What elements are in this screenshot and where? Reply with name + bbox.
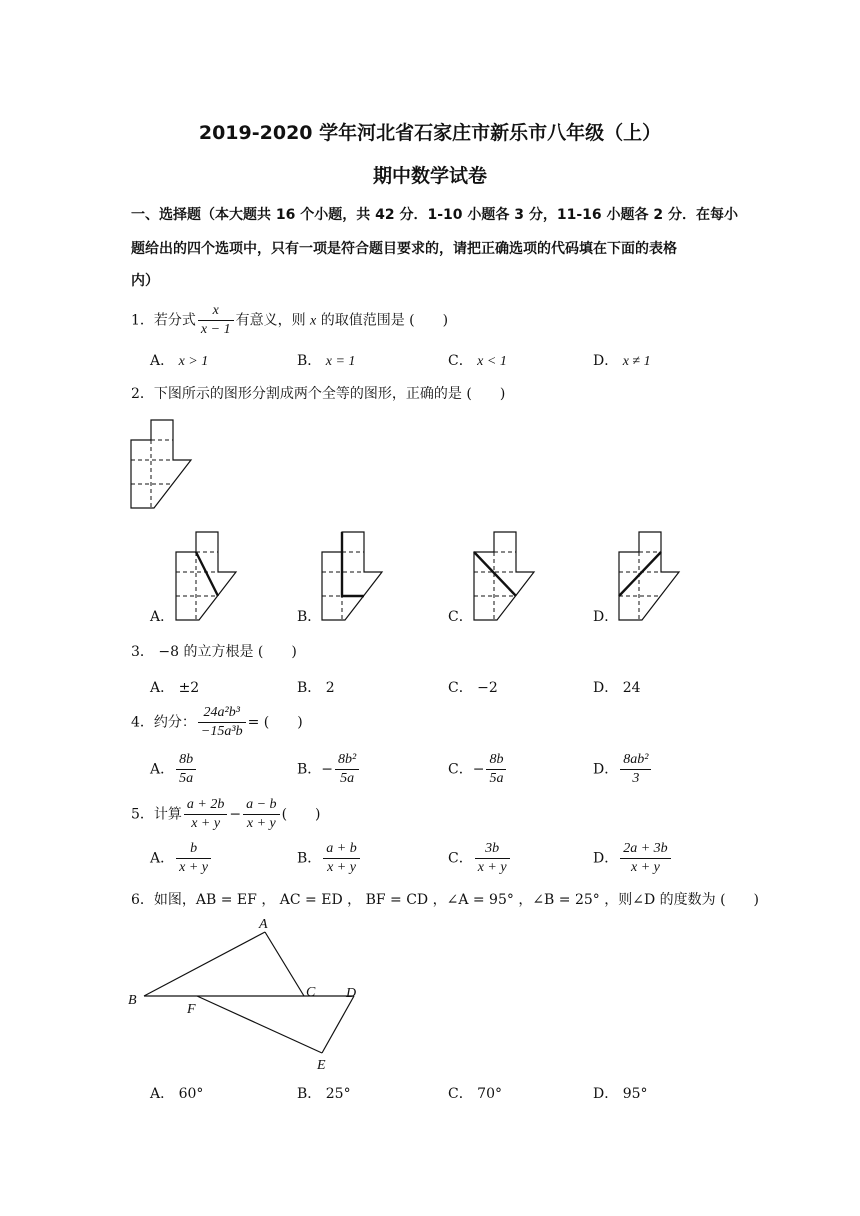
- q1-option-b: B． x = 1: [297, 353, 356, 369]
- q5-option-a: A． $\frac{b}{x + y}$: [150, 840, 213, 877]
- q2-option-d-label: D．: [593, 609, 619, 625]
- q2-option-c-figure: [463, 524, 548, 624]
- question-1-stem: [131, 302, 448, 339]
- question-6-stem: 6．如图，AB = EF ， AC = ED ， BF = CD ，∠A = 95° ，∠B = 25° ，则∠D 的度数为 ( ): [131, 892, 760, 908]
- q2-option-a-figure: [165, 524, 250, 624]
- q3-option-c: C． −2: [448, 680, 498, 696]
- question-5-stem: 5．计算 $\frac{a + 2b}{x + y}$ − $\frac{a - b}{x + y}$ ( ): [131, 797, 321, 831]
- q3-option-a: A． ±2: [150, 680, 200, 696]
- q6-option-d: D． 95°: [593, 1086, 648, 1102]
- q6-option-a: A． 60°: [150, 1086, 204, 1102]
- point-f-label: F: [187, 1002, 196, 1017]
- q1-option-c: C． x < 1: [448, 353, 507, 369]
- q1-option-a: A． x > 1: [150, 353, 209, 369]
- q4-option-a: A． $\frac{8b}{5a}$: [150, 751, 198, 788]
- q5-option-c: C． $\frac{3b}{x + y}$: [448, 840, 512, 877]
- q6-geometry-figure: [124, 912, 374, 1072]
- q5-option-b: B． $\frac{a + b}{x + y}$: [297, 840, 362, 877]
- q2-option-a-label: A．: [150, 609, 175, 625]
- page-subtitle: 期中数学试卷: [372, 165, 487, 187]
- point-b-label: B: [128, 993, 137, 1008]
- section-instructions-line1: 一、选择题（本大题共 16 个小题，共 42 分．1-10 小题各 3 分，11-16 小题各 2 分．在每小: [131, 207, 738, 223]
- point-d-label: D: [346, 986, 357, 1001]
- q4-option-d: D． $\frac{\text{8ab²}}{3}$: [593, 751, 653, 788]
- q6-option-c: C． 70°: [448, 1086, 502, 1102]
- question-2-stem: 2．下图所示的图形分割成两个全等的图形，正确的是 ( ): [131, 386, 506, 402]
- q2-option-d-figure: [608, 524, 693, 624]
- section-instructions-line2: 题给出的四个选项中，只有一项是符合题目要求的，请把正确选项的代码填在下面的表格: [131, 241, 677, 257]
- point-a-label: A: [259, 917, 268, 932]
- section-instructions-line3: 内）: [131, 273, 159, 289]
- q3-option-d: D． 24: [593, 680, 641, 696]
- question-3-stem: 3． −8 的立方根是 ( ): [131, 644, 297, 660]
- q1-suffix2: 的取值范围是 ( ): [320, 312, 449, 329]
- q1-prefix: 1．若分式: [131, 312, 196, 329]
- question-4-stem: 4．约分： $\frac{\text{24a²b³}}{\text{−15a³b}}$ = ( ): [131, 705, 303, 739]
- point-c-label: C: [306, 985, 316, 1000]
- q4-option-c: C．− $\frac{8b}{5a}$: [448, 751, 508, 788]
- page-title: 2019-2020 学年河北省石家庄市新乐市八年级（上）: [198, 122, 662, 144]
- q1-option-d: D． x ≠ 1: [593, 353, 651, 369]
- q2-option-c-label: C．: [448, 609, 473, 625]
- q2-original-figure: [120, 412, 205, 512]
- q2-option-b-figure: [311, 524, 396, 624]
- q4-fraction: $\frac{\text{24a²b³}}{\text{−15a³b}}$: [198, 704, 246, 741]
- q5-option-d: D． $\frac{2a + 3b}{x + y}$: [593, 840, 673, 877]
- point-e-label: E: [317, 1058, 326, 1072]
- q6-option-b: B． 25°: [297, 1086, 351, 1102]
- q1-frac-num: x: [212, 303, 219, 318]
- q4-option-b: B．− $\frac{\text{8b²}}{5a}$: [297, 751, 361, 788]
- q3-option-b: B． 2: [297, 680, 335, 696]
- q1-var: x: [310, 313, 317, 329]
- q2-option-b-label: B．: [297, 609, 322, 625]
- q1-frac-den: x − 1: [198, 320, 234, 339]
- q1-suffix: 有意义，则: [235, 312, 306, 329]
- q1-fraction: [198, 302, 234, 339]
